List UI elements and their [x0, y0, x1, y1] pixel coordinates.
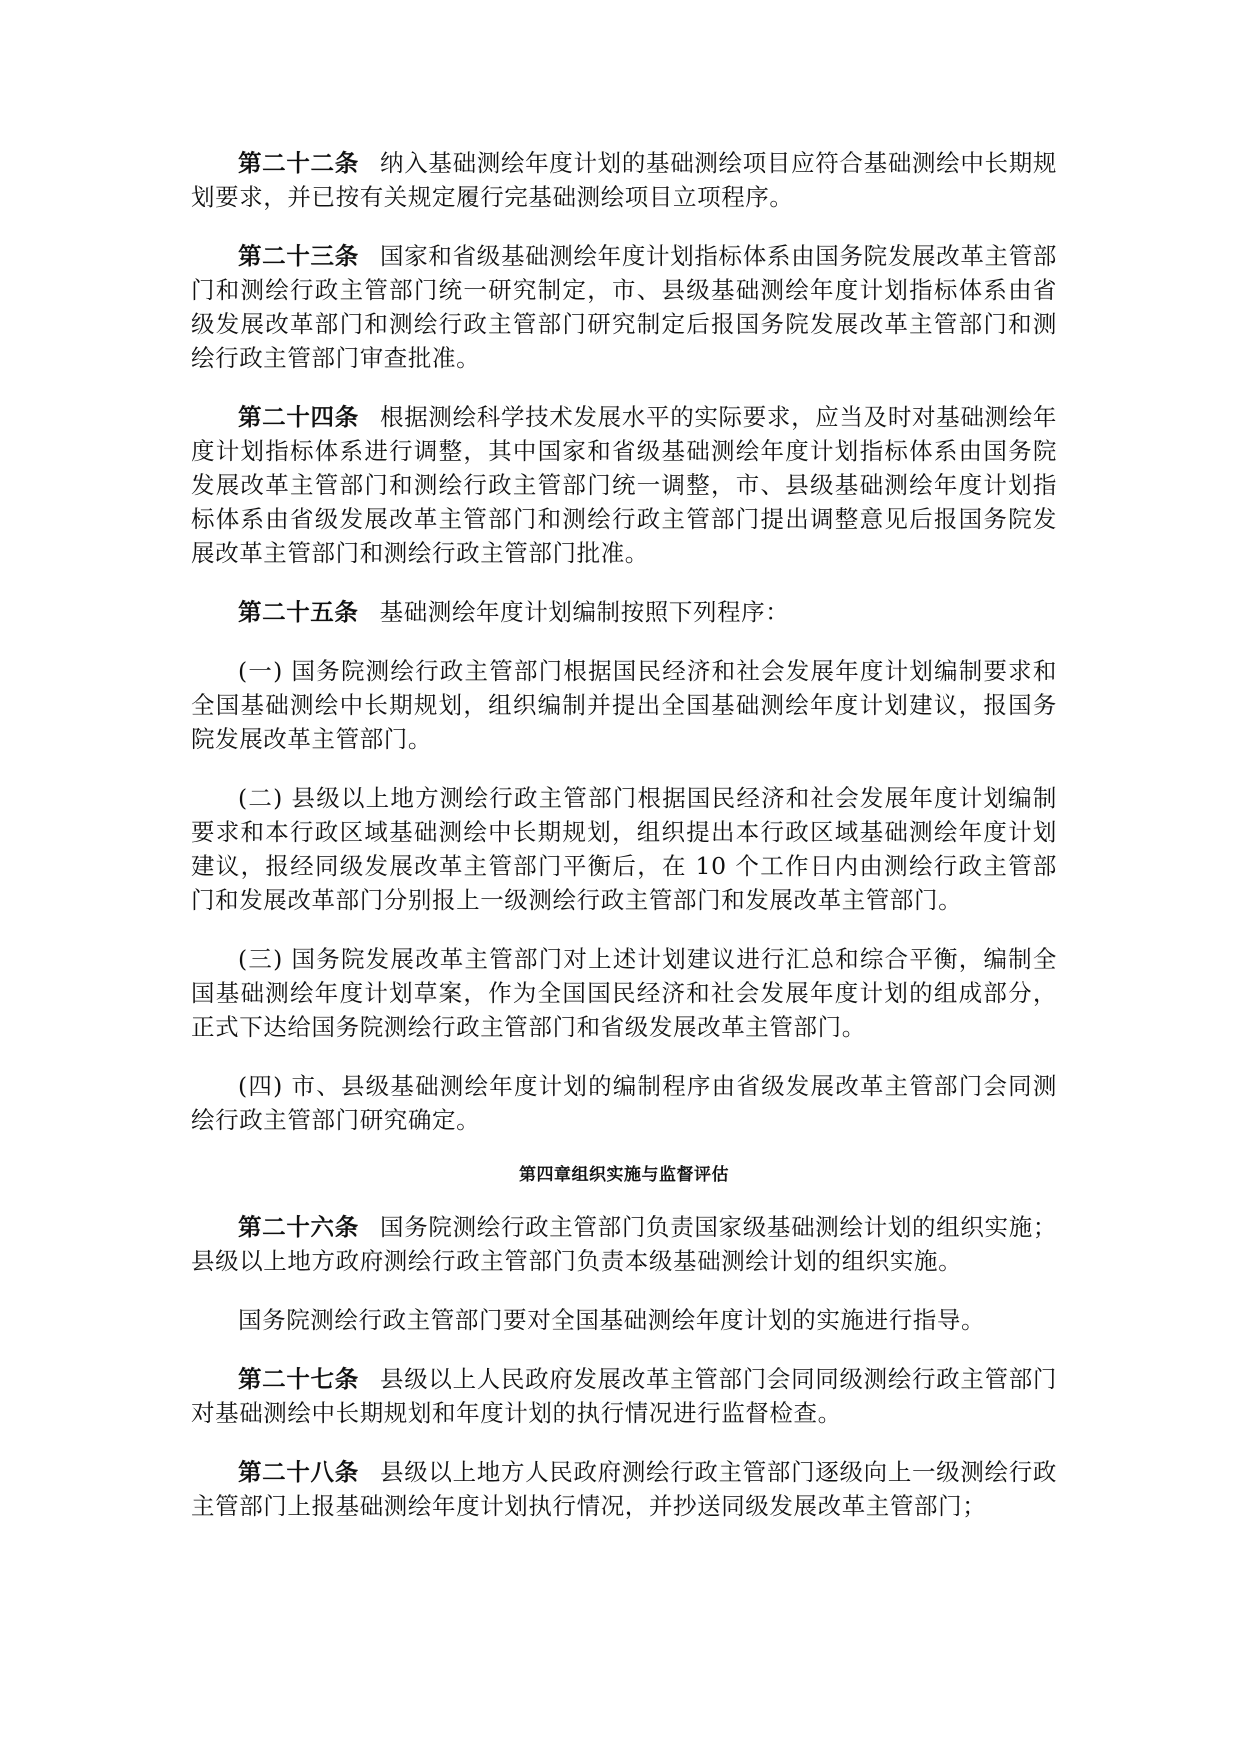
paragraph-text: (四) 市、县级基础测绘年度计划的编制程序由省级发展改革主管部门会同测绘行政主管部门研究确定。 [191, 1072, 1057, 1134]
paragraph-article-26 [191, 1210, 1057, 1278]
article-number: 第二十六条 [238, 1213, 359, 1241]
paragraph-text: 基础测绘年度计划编制按照下列程序： [379, 598, 790, 626]
article-number: 第二十四条 [238, 403, 359, 431]
paragraph-text: (一) 国务院测绘行政主管部门根据国民经济和社会发展年度计划编制要求和全国基础测绘中长期规划，组织编制并提出全国基础测绘年度计划建议，报国务院发展改革主管部门。 [191, 657, 1057, 753]
paragraph-text: 纳入基础测绘年度计划的基础测绘项目应符合基础测绘中长期规划要求，并已按有关规定履行完基础测绘项目立项程序。 [191, 149, 1057, 211]
paragraph-text: 根据测绘科学技术发展水平的实际要求，应当及时对基础测绘年度计划指标体系进行调整，其中国家和省级基础测绘年度计划指标体系由国务院发展改革主管部门和测绘行政主管部门统一调整，市、县级基础测绘年度计划指标体系由省级发展改革主管部门和测绘行政主管部门提出调整意见后报国务院发展改革主管部门和测绘行政主管部门批准。 [191, 403, 1057, 567]
paragraph-article-26-cont [191, 1303, 1057, 1337]
paragraph-article-23 [191, 239, 1057, 375]
article-number: 第二十七条 [238, 1365, 359, 1393]
paragraph-text: 县级以上人民政府发展改革主管部门会同同级测绘行政主管部门对基础测绘中长期规划和年度计划的执行情况进行监督检查。 [191, 1365, 1057, 1427]
paragraph-item-3 [191, 942, 1057, 1044]
article-number: 第二十八条 [238, 1458, 359, 1486]
paragraph-text: 国务院测绘行政主管部门要对全国基础测绘年度计划的实施进行指导。 [238, 1306, 986, 1334]
paragraph-article-24 [191, 400, 1057, 570]
paragraph-item-1 [191, 654, 1057, 756]
document-page [191, 146, 1057, 1548]
paragraph-text: (三) 国务院发展改革主管部门对上述计划建议进行汇总和综合平衡，编制全国基础测绘年度计划草案，作为全国国民经济和社会发展年度计划的组成部分，正式下达给国务院测绘行政主管部门和省级发展改革主管部门。 [191, 945, 1057, 1041]
paragraph-item-4 [191, 1069, 1057, 1137]
paragraph-article-27 [191, 1362, 1057, 1430]
paragraph-text: 国家和省级基础测绘年度计划指标体系由国务院发展改革主管部门和测绘行政主管部门统一研究制定，市、县级基础测绘年度计划指标体系由省级发展改革部门和测绘行政主管部门研究制定后报国务院发展改革主管部门和测绘行政主管部门审查批准。 [191, 242, 1057, 372]
paragraph-article-25 [191, 595, 1057, 629]
paragraph-text: 县级以上地方人民政府测绘行政主管部门逐级向上一级测绘行政主管部门上报基础测绘年度计划执行情况，并抄送同级发展改革主管部门； [191, 1458, 1057, 1520]
article-number: 第二十三条 [238, 242, 359, 270]
paragraph-item-2 [191, 781, 1057, 917]
paragraph-article-28 [191, 1455, 1057, 1523]
article-number: 第二十五条 [238, 598, 359, 626]
article-number: 第二十二条 [238, 149, 359, 177]
chapter-heading: 第四章组织实施与监督评估 [519, 1165, 729, 1185]
paragraph-article-22 [191, 146, 1057, 214]
paragraph-text: (二) 县级以上地方测绘行政主管部门根据国民经济和社会发展年度计划编制要求和本行政区域基础测绘中长期规划，组织提出本行政区域基础测绘年度计划建议，报经同级发展改革主管部门平衡后，在 10 个工作日内由测绘行政主管部门和发展改革部门分别报上一级测绘行政主管部门和发展改革主管部门。 [191, 784, 1057, 914]
paragraph-text: 国务院测绘行政主管部门负责国家级基础测绘计划的组织实施；县级以上地方政府测绘行政主管部门负责本级基础测绘计划的组织实施。 [191, 1213, 1057, 1275]
